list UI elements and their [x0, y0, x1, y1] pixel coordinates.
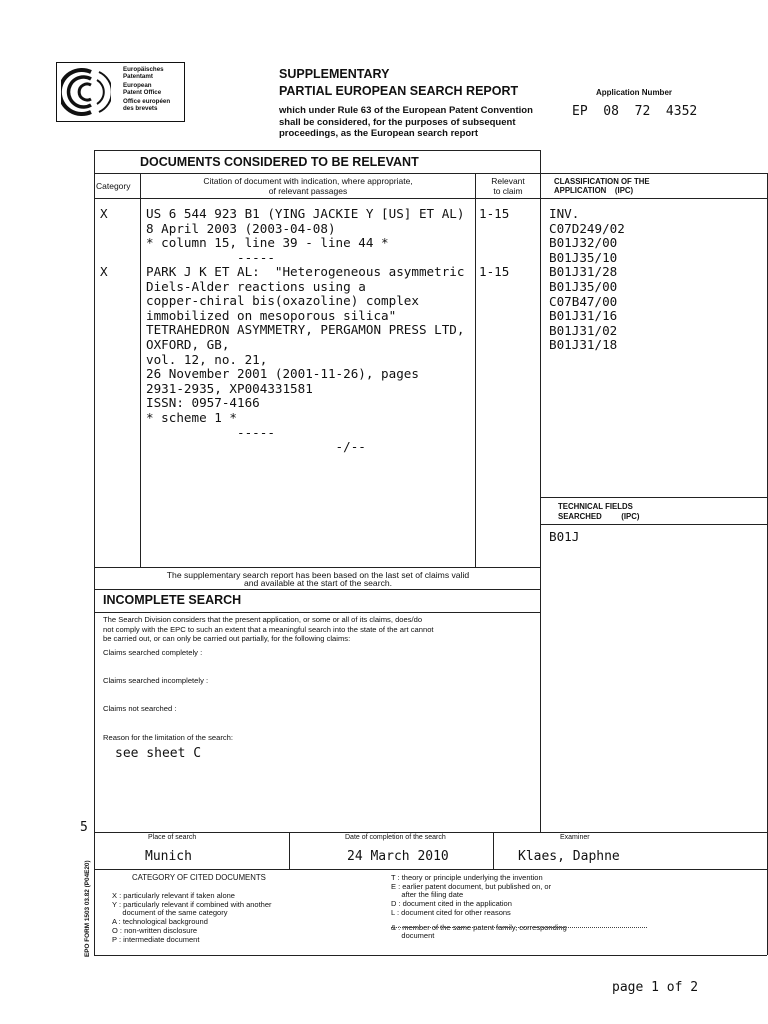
entry-category: X — [100, 206, 108, 221]
citation-line: ----- — [146, 424, 275, 440]
legend-divider — [391, 927, 647, 928]
place-value: Munich — [145, 849, 192, 864]
citation-line: US 6 544 923 B1 (YING JACKIE Y [US] ET AL) — [146, 206, 465, 221]
classification-code: B01J31/28 — [549, 264, 618, 280]
citation-line: 26 November 2001 (2001-11-26), pages — [146, 366, 419, 382]
date-value: 24 March 2010 — [347, 849, 449, 864]
citation-line: copper-chiral bis(oxazoline) complex — [146, 293, 419, 309]
classification-code: C07D249/02 — [549, 220, 625, 236]
classification-code: B01J32/00 — [549, 235, 618, 251]
basis-note-line: The supplementary search report has been based on the last set of claims valid — [166, 570, 470, 580]
citation-line: * column 15, line 39 - line 44 * — [146, 235, 389, 251]
subtitle-line: proceedings, as the European search report — [279, 128, 479, 139]
logo-line: Patent Office — [123, 89, 162, 96]
legend-line: A : technological background — [112, 917, 208, 927]
logo-line: Patentamt — [123, 73, 153, 80]
citation-line: vol. 12, no. 21, — [146, 351, 268, 367]
logo-text — [123, 66, 170, 112]
legend-line: P : intermediate document — [112, 934, 200, 944]
basis-note-line: and available at the start of the search. — [243, 578, 393, 588]
epo-logo — [56, 62, 185, 122]
page-number: page 1 of 2 — [612, 980, 699, 995]
place-label: Place of search — [148, 834, 197, 841]
report-title-1: SUPPLEMENTARY — [279, 67, 390, 81]
legend-line: L : document cited for other reasons — [391, 907, 511, 917]
legend-line: O : non-written disclosure — [112, 925, 198, 935]
classification-code: B01J35/10 — [549, 249, 618, 265]
epo-logo-icon — [61, 64, 111, 120]
col-classification — [554, 177, 650, 195]
category-legend-right — [391, 874, 567, 941]
technical-fields-value: B01J — [549, 529, 580, 544]
col-class-line: CLASSIFICATION OF THE — [554, 177, 650, 186]
entry-relevant: 1-15 — [479, 264, 510, 279]
col-relevant — [476, 176, 540, 196]
form-code: EPO FORM 1503 03.82 (P04E20) — [84, 860, 91, 957]
legend-line: document — [391, 931, 435, 941]
incomplete-intro — [103, 615, 434, 644]
citation-line: -/-- — [146, 439, 366, 455]
entry-category: X — [100, 264, 108, 279]
subtitle-line: which under Rule 63 of the European Patent Convention — [279, 105, 533, 116]
examiner-value: Klaes, Daphne — [518, 849, 620, 864]
col-category: Category — [96, 181, 131, 191]
legend-line: & : member of the same patent family, corresponding — [391, 922, 567, 932]
logo-line: des brevets — [123, 105, 158, 112]
classification-code: B01J31/16 — [549, 308, 618, 324]
citation-line: 8 April 2003 (2003-04-08) — [146, 220, 336, 236]
classification-code: INV. — [549, 206, 580, 221]
claims-searched-incompletely: Claims searched incompletely : — [103, 676, 209, 685]
legend-line: D : document cited in the application — [391, 899, 512, 909]
reason-value: see sheet C — [115, 746, 202, 761]
application-number: EP 08 72 4352 — [572, 104, 698, 119]
col-relevant-line: to claim — [493, 186, 523, 196]
examiner-label: Examiner — [560, 834, 590, 841]
subtitle-line: shall be considered, for the purposes of subsequent — [279, 116, 516, 128]
legend-line: T : theory or principle underlying the invention — [391, 873, 543, 882]
report-title-2: PARTIAL EUROPEAN SEARCH REPORT — [279, 84, 519, 98]
entry-relevant: 1-15 — [479, 206, 510, 221]
col-class-line: APPLICATION (IPC) — [554, 186, 634, 195]
classification-code: B01J31/18 — [549, 337, 618, 353]
citation-line: 2931-2935, XP004331581 — [146, 380, 313, 396]
tech-label-line: SEARCHED (IPC) — [558, 511, 640, 521]
citation-line: TETRAHEDRON ASYMMETRY, PERGAMON PRESS LTD, — [146, 322, 465, 338]
incomplete-search-heading: INCOMPLETE SEARCH — [103, 593, 242, 607]
citation-line: ----- — [146, 249, 275, 265]
basis-note — [96, 571, 540, 587]
citation-line: OXFORD, GB, — [146, 336, 230, 352]
citation-entry — [146, 207, 464, 265]
intro-line: be carried out, or can only be carried out partially, for the following claims: — [103, 634, 351, 643]
citation-line: * scheme 1 * — [146, 409, 237, 425]
legend-line: Y : particularly relevant if combined with another — [112, 899, 272, 909]
citation-line: Diels-Alder reactions using a — [146, 278, 366, 294]
intro-line: The Search Division considers that the present application, or some or all of its claims, does/do — [103, 615, 423, 624]
report-subtitle — [279, 105, 533, 140]
classification-code: B01J31/02 — [549, 322, 618, 338]
documents-heading: DOCUMENTS CONSIDERED TO BE RELEVANT — [140, 155, 419, 169]
application-number-label: Application Number — [596, 88, 673, 97]
logo-line: European — [123, 82, 152, 89]
classification-code: B01J35/00 — [549, 278, 618, 294]
citation-line: PARK J K ET AL: "Heterogeneous asymmetric — [146, 264, 465, 279]
legend-line: X : particularly relevant if taken alone — [112, 891, 235, 900]
citation-entry — [146, 265, 464, 455]
col-relevant-line: Relevant — [491, 176, 525, 186]
col-citation-line: Citation of document with indication, where appropriate, — [203, 176, 413, 186]
legend-line: E : earlier patent document, but published on, or — [391, 881, 552, 891]
date-label: Date of completion of the search — [345, 834, 446, 841]
logo-line: Europäisches — [123, 66, 164, 73]
category-legend-left — [112, 892, 272, 944]
category-heading: CATEGORY OF CITED DOCUMENTS — [132, 873, 266, 882]
col-citation-line: of relevant passages — [268, 186, 348, 196]
classification-list — [549, 207, 625, 353]
claims-searched-completely: Claims searched completely : — [103, 648, 203, 657]
reason-label: Reason for the limitation of the search: — [103, 733, 234, 742]
legend-line: document of the same category — [112, 908, 228, 918]
logo-line: Office européen — [123, 98, 171, 105]
citation-line: immobilized on mesoporous silica" — [146, 307, 397, 323]
margin-number: 5 — [80, 820, 88, 835]
legend-line: after the filing date — [391, 890, 464, 900]
claims-not-searched: Claims not searched : — [103, 704, 177, 713]
classification-code: C07B47/00 — [549, 293, 618, 309]
col-citation — [141, 176, 475, 196]
citation-line: ISSN: 0957-4166 — [146, 395, 260, 411]
intro-line: not comply with the EPC to such an extent that a meaningful search into the state of the art cannot — [103, 624, 434, 634]
tech-label-line: TECHNICAL FIELDS — [558, 502, 633, 511]
technical-fields-label — [558, 502, 639, 521]
